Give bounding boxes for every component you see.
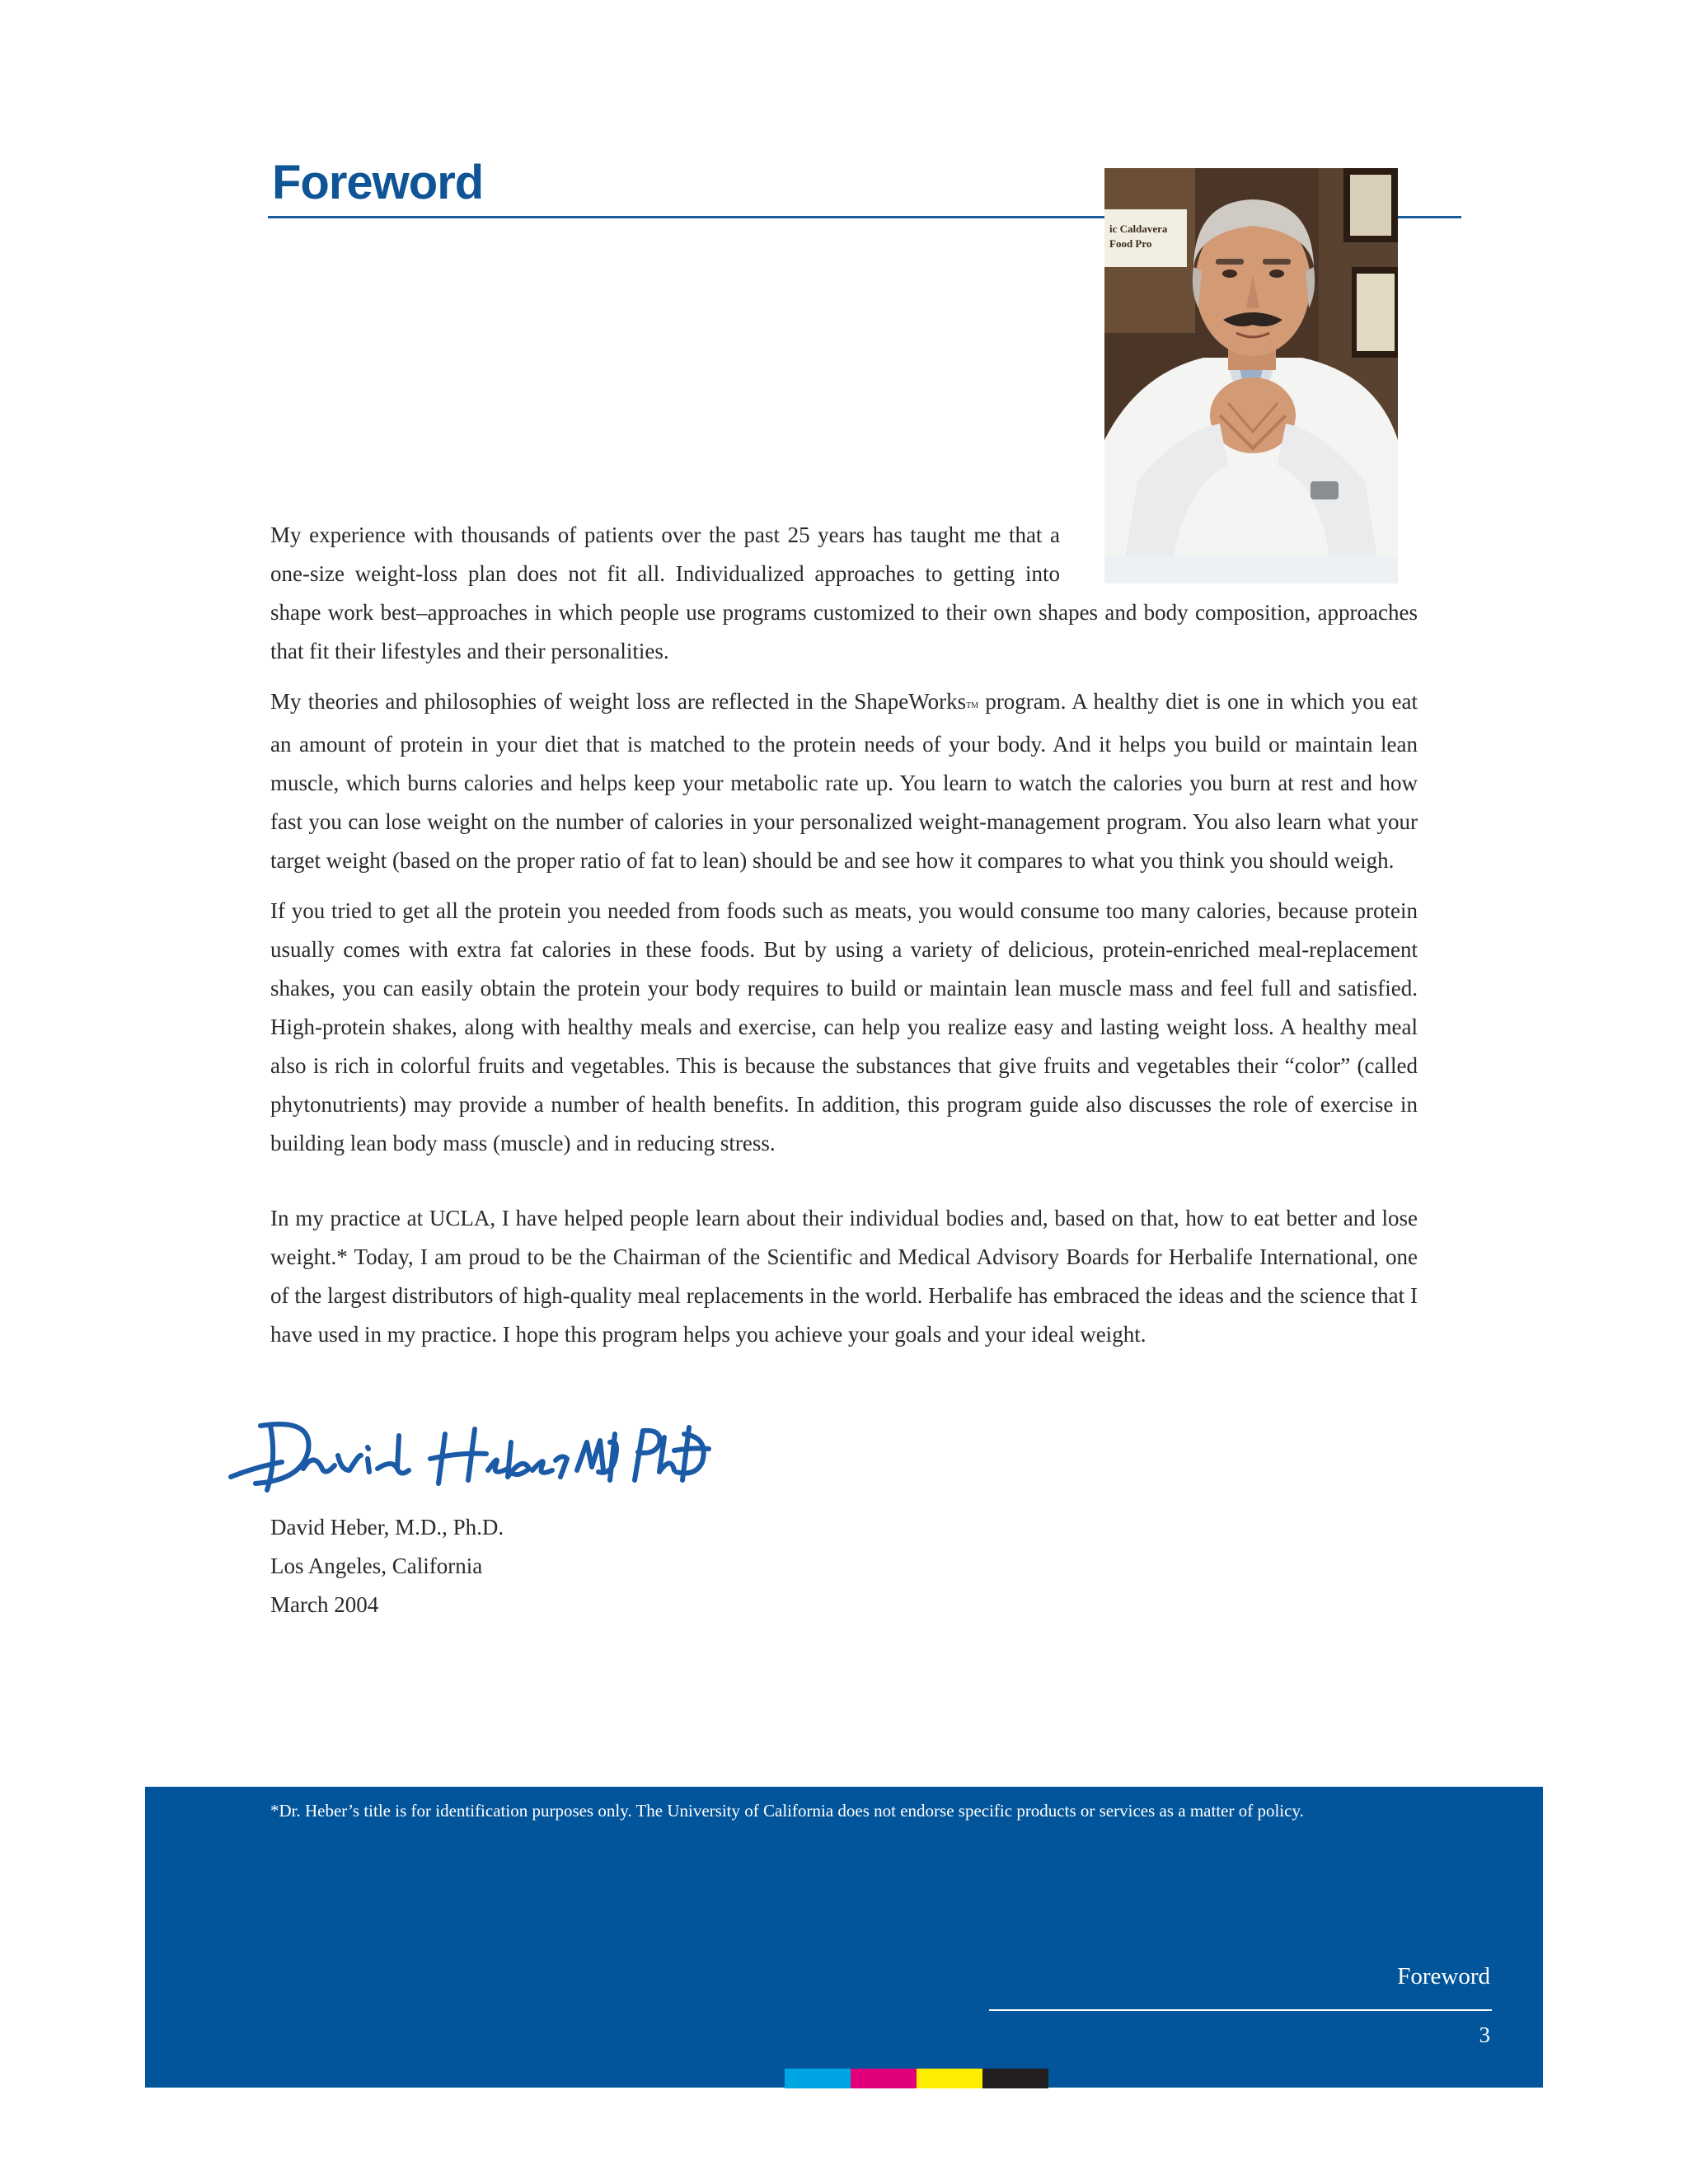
footer-band	[145, 1787, 1543, 2088]
paragraph-1-line-2: one-size weight-loss plan does not fit all. Individualized approaches to getting into	[270, 561, 1060, 586]
body-text	[270, 516, 1418, 1354]
footer-rule	[989, 2009, 1492, 2011]
paragraph-4: In my practice at UCLA, I have helped people learn about their individual bodies and, based on that, how to eat better and lose weight.* Today, I am proud to be the Chairman of the Scientific and Medical Advisory Boards for Herbalife International, one of the largest distributors of high-quality meal replacements in the world. Herbalife has embraced the ideas and the science that I have used in my practice. I hope this program helps you achieve your goals and your ideal weight.	[270, 1206, 1418, 1347]
paragraph-1-line-1: My experience with thousands of patients over the past 25 years has taught me that a	[270, 523, 1060, 547]
page-title: Foreword	[272, 156, 484, 209]
registration-black-swatch	[982, 2069, 1048, 2088]
svg-text:Food Pro: Food Pro	[1109, 237, 1152, 250]
registration-cyan-swatch	[785, 2069, 851, 2088]
trademark-mark: TM	[966, 701, 979, 710]
author-name: David Heber, M.D., Ph.D.	[270, 1515, 504, 1540]
paragraph-3: If you tried to get all the protein you needed from foods such as meats, you would consume too many calories, because protein usually comes with extra fat calories in these foods. But by using a variety of delicious, protein-enriched meal-replacement shakes, you can easily obtain the protein your body requires to build or maintain lean muscle mass and feel full and satisfied. High-protein shakes, along with healthy meals and exercise, can help you realize easy and lasting weight loss. A healthy meal also is rich in colorful fruits and vegetables. This is because the substances that give fruits and vegetables their “color” (called phytonutrients) may provide a number of health benefits. In addition, this program guide also discusses the role of exercise in building lean body mass (muscle) and in reducing stress.	[270, 898, 1418, 1155]
svg-text:ic Caldavera: ic Caldavera	[1109, 223, 1168, 235]
footnote: *Dr. Heber’s title is for identification purposes only. The University of California does not endorse specific products or services as a matter of policy.	[270, 1801, 1304, 1821]
author-location: Los Angeles, California	[270, 1554, 483, 1578]
paragraph-2-start: My theories and philosophies of weight loss are reflected in the ShapeWorks	[270, 689, 967, 714]
registration-yellow-swatch	[917, 2069, 982, 2088]
handwritten-signature	[223, 1401, 717, 1508]
signature-block	[270, 1508, 504, 1624]
page-number: 3	[1479, 2022, 1490, 2047]
paragraph-2-end: program. A healthy diet is one in which you eat an amount of protein in your diet that is matched to the protein needs of your body. And it helps you build or maintain lean muscle, which burns calories and helps keep your metabolic rate up. You learn to watch the calories you burn at rest and how fast you can lose weight on the number of calories in your personalized weight-management program. You also learn what your target weight (based on the proper ratio of fat to lean) should be and see how it compares to what you think you should weigh.	[270, 689, 1418, 873]
author-date: March 2004	[270, 1592, 379, 1617]
footer-section-label: Foreword	[1397, 1963, 1490, 1990]
registration-magenta-swatch	[851, 2069, 917, 2088]
paragraph-2	[270, 682, 1418, 880]
paragraph-1-continued: shape work best–approaches in which people use programs customized to their own shapes and body composition, approaches that fit their lifestyles and their personalities.	[270, 600, 1418, 663]
